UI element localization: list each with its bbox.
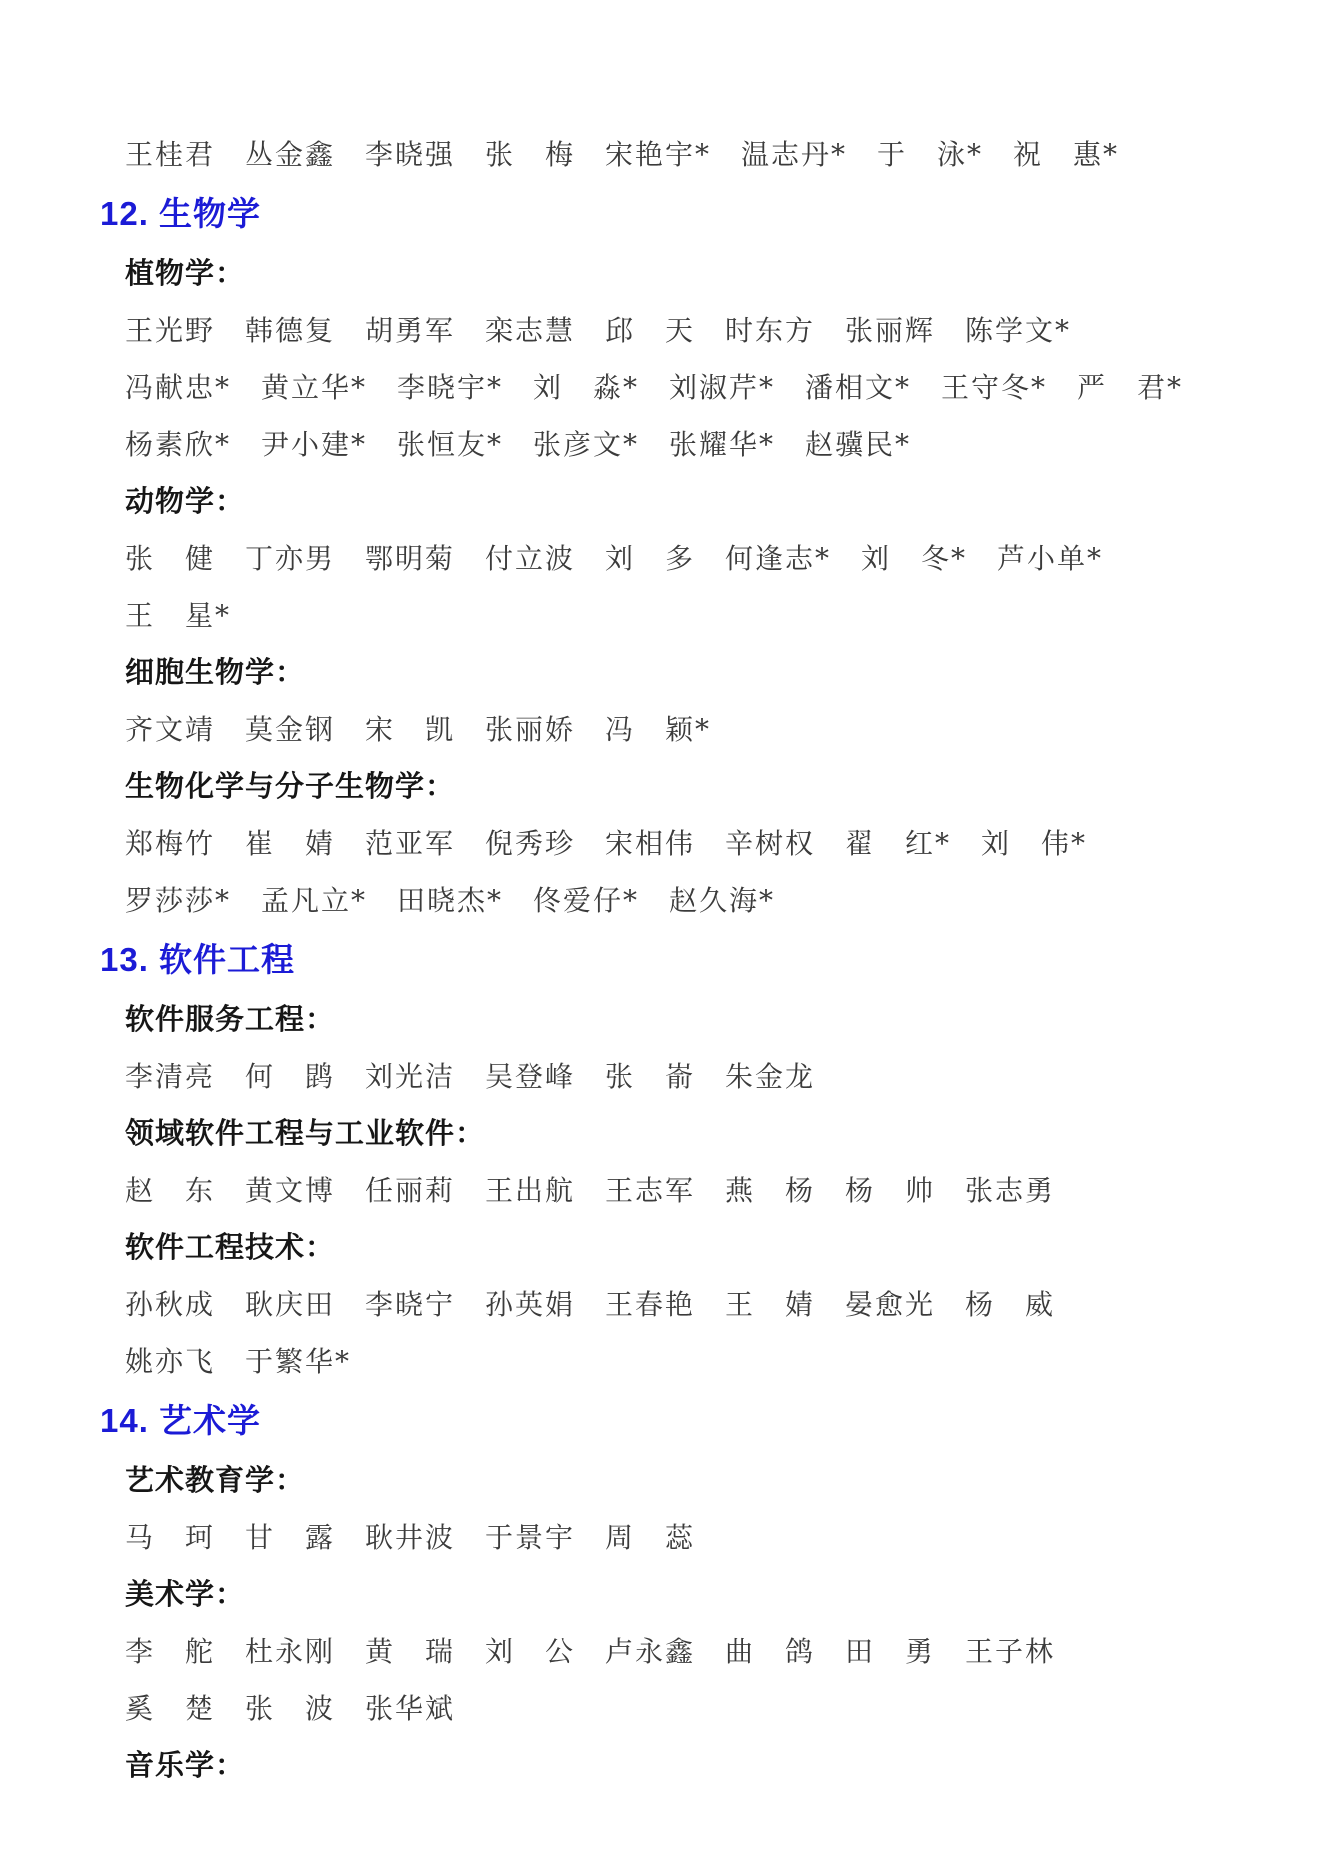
group-name-lines — [100, 1048, 1226, 1105]
group-title: 艺术教育学： — [125, 1463, 306, 1497]
names-line: 王 星* — [125, 599, 232, 632]
discipline-group — [100, 991, 1226, 1105]
section-groups — [100, 245, 1226, 929]
group-name-lines — [100, 1276, 1226, 1390]
section — [100, 929, 1226, 1390]
group-name-lines — [100, 302, 1226, 473]
group-title: 细胞生物学： — [125, 655, 306, 689]
group-name-lines — [100, 815, 1226, 929]
discipline-group — [100, 473, 1226, 644]
names-line: 齐文靖 莫金钢 宋 凯 张丽娇 冯 颖* — [125, 713, 712, 746]
section-heading: 12. 生物学 — [100, 195, 262, 232]
names-line: 王光野 韩德复 胡勇军 栾志慧 邱 天 时东方 张丽辉 陈学文* — [125, 314, 1072, 347]
group-title: 软件工程技术： — [125, 1230, 336, 1264]
discipline-group — [100, 1737, 1226, 1794]
group-title: 动物学： — [125, 484, 246, 518]
names-line: 姚亦飞 于繁华* — [125, 1345, 352, 1378]
group-title: 植物学： — [125, 256, 246, 290]
names-line: 郑梅竹 崔 婧 范亚军 倪秀珍 宋相伟 辛树权 翟 红* 刘 伟* — [125, 827, 1088, 860]
group-name-lines — [100, 1623, 1226, 1737]
section-heading: 14. 艺术学 — [100, 1402, 262, 1439]
names-line: 孙秋成 耿庆田 李晓宁 孙英娟 王春艳 王 婧 晏愈光 杨 威 — [125, 1288, 1056, 1321]
names-line: 冯献忠* 黄立华* 李晓宇* 刘 淼* 刘淑芹* 潘相文* 王守冬* 严 君* — [125, 371, 1184, 404]
section-heading: 13. 软件工程 — [100, 941, 296, 978]
group-name-lines — [100, 701, 1226, 758]
group-name-lines — [100, 530, 1226, 644]
section-groups — [100, 1452, 1226, 1794]
section — [100, 1390, 1226, 1794]
discipline-group — [100, 1566, 1226, 1737]
names-line: 马 珂 甘 露 耿井波 于景宇 周 蕊 — [125, 1521, 696, 1554]
discipline-group — [100, 758, 1226, 929]
sections-list — [100, 183, 1226, 1794]
discipline-group — [100, 644, 1226, 758]
group-title: 美术学： — [125, 1577, 246, 1611]
discipline-group — [100, 245, 1226, 473]
names-line: 李 舵 杜永刚 黄 瑞 刘 公 卢永鑫 曲 鸽 田 勇 王子林 — [125, 1635, 1056, 1668]
discipline-group — [100, 1219, 1226, 1390]
group-title: 音乐学： — [125, 1748, 246, 1782]
names-line: 罗莎莎* 孟凡立* 田晓杰* 佟爱仔* 赵久海* — [125, 884, 776, 917]
names-line: 张 健 丁亦男 鄂明菊 付立波 刘 多 何逢志* 刘 冬* 芦小单* — [125, 542, 1104, 575]
group-title: 生物化学与分子生物学： — [125, 769, 456, 803]
section-groups — [100, 991, 1226, 1390]
group-title: 领域软件工程与工业软件： — [125, 1116, 486, 1150]
group-name-lines — [100, 1509, 1226, 1566]
names-line: 王桂君 丛金鑫 李晓强 张 梅 宋艳宇* 温志丹* 于 泳* 祝 惠* — [125, 138, 1120, 171]
names-line: 奚 楚 张 波 张华斌 — [125, 1692, 456, 1725]
names-line: 赵 东 黄文博 任丽莉 王出航 王志军 燕 杨 杨 帅 张志勇 — [125, 1174, 1056, 1207]
section — [100, 183, 1226, 929]
discipline-group — [100, 1105, 1226, 1219]
names-line: 杨素欣* 尹小建* 张恒友* 张彦文* 张耀华* 赵骥民* — [125, 428, 912, 461]
discipline-group — [100, 1452, 1226, 1566]
group-name-lines — [100, 1162, 1226, 1219]
group-title: 软件服务工程： — [125, 1002, 336, 1036]
names-line: 李清亮 何 鹍 刘光洁 吴登峰 张 嵛 朱金龙 — [125, 1060, 816, 1093]
